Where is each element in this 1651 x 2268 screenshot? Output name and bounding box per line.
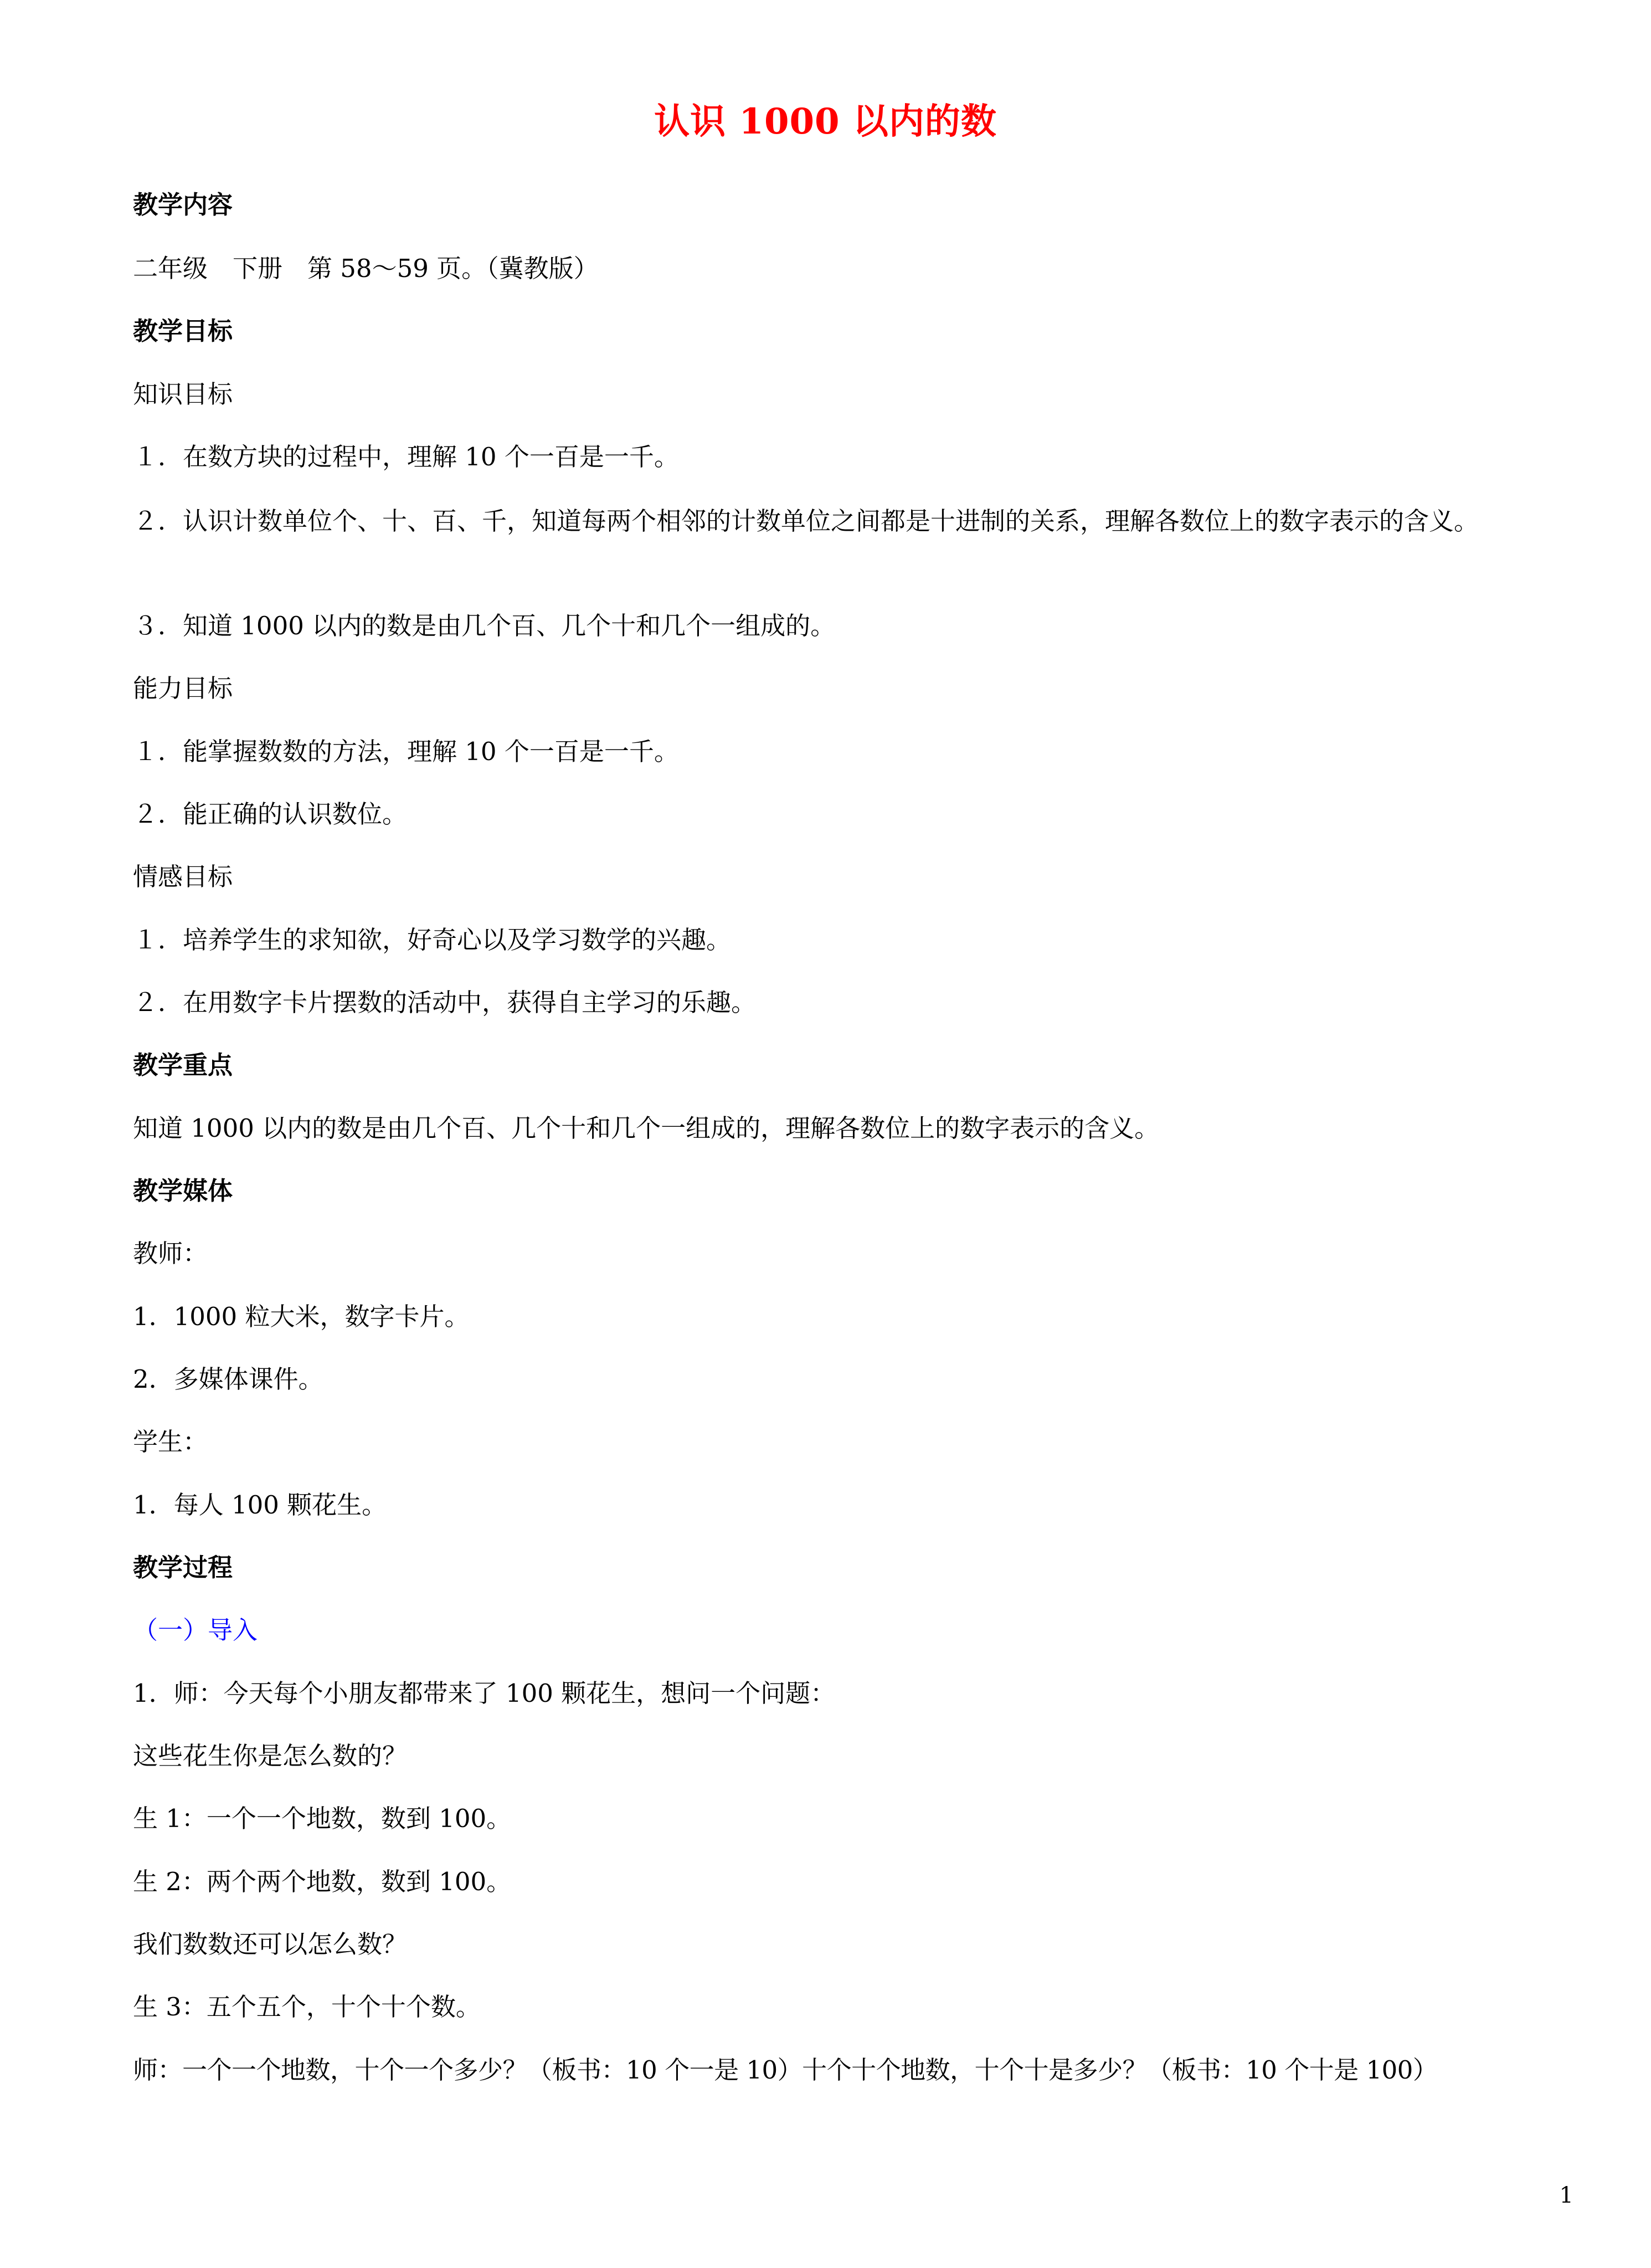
paragraph-7: 师：一个一个地数，十个一个多少？（板书：10 个一是 10）十个十个地数，十个十是多少？（板书：10 个十是 100） bbox=[133, 2055, 1438, 2085]
paragraph-5: 我们数数还可以怎么数？ bbox=[133, 1930, 408, 1959]
goals-heading: 教学目标 bbox=[133, 316, 233, 346]
emotion-item-1: １．培养学生的求知欲，好奇心以及学习数学的兴趣。 bbox=[133, 925, 732, 955]
media-heading: 教学媒体 bbox=[133, 1176, 233, 1205]
knowledge-item-2: ２．认识计数单位个、十、百、千，知道每两个相邻的计数单位之间都是十进制的关系，理解各数位上的数字表示的含义。 bbox=[133, 506, 1479, 536]
knowledge-heading: 知识目标 bbox=[133, 379, 233, 409]
content-text: 二年级 下册 第 58～59 页。（冀教版） bbox=[133, 254, 599, 283]
knowledge-item-3: ３．知道 1000 以内的数是由几个百、几个十和几个一组成的。 bbox=[133, 611, 836, 640]
paragraph-2: 这些花生你是怎么数的？ bbox=[133, 1741, 408, 1771]
key-text: 知道 1000 以内的数是由几个百、几个十和几个一组成的，理解各数位上的数字表示的含义。 bbox=[133, 1114, 1160, 1143]
teacher-item-2: 2．多媒体课件。 bbox=[133, 1364, 323, 1394]
key-heading: 教学重点 bbox=[133, 1050, 233, 1080]
emotion-item-2: ２．在用数字卡片摆数的活动中，获得自主学习的乐趣。 bbox=[133, 988, 757, 1017]
content-heading: 教学内容 bbox=[133, 190, 233, 219]
process-heading: 教学过程 bbox=[133, 1553, 233, 1582]
paragraph-3: 生 1：一个一个地数，数到 100。 bbox=[133, 1804, 512, 1833]
teacher-label: 教师： bbox=[133, 1239, 208, 1268]
intro-heading: （一）导入 bbox=[133, 1615, 258, 1645]
teacher-item-1: 1．1000 粒大米，数字卡片。 bbox=[133, 1302, 470, 1331]
student-label: 学生： bbox=[133, 1427, 208, 1456]
ability-item-1: １．能掌握数数的方法，理解 10 个一百是一千。 bbox=[133, 737, 679, 766]
paragraph-6: 生 3：五个五个，十个十个数。 bbox=[133, 1992, 481, 2021]
student-item-1: 1．每人 100 颗花生。 bbox=[133, 1490, 387, 1520]
page-number: 1 bbox=[1559, 2183, 1573, 2208]
ability-heading: 能力目标 bbox=[133, 674, 233, 703]
paragraph-1: 1．师：今天每个小朋友都带来了 100 颗花生，想问一个问题： bbox=[133, 1679, 836, 1708]
ability-item-2: ２．能正确的认识数位。 bbox=[133, 799, 408, 829]
document-title: 认识 1000 以内的数 bbox=[654, 101, 997, 142]
emotion-heading: 情感目标 bbox=[133, 862, 233, 891]
knowledge-item-1: １．在数方块的过程中，理解 10 个一百是一千。 bbox=[133, 442, 679, 471]
paragraph-4: 生 2：两个两个地数，数到 100。 bbox=[133, 1867, 512, 1896]
